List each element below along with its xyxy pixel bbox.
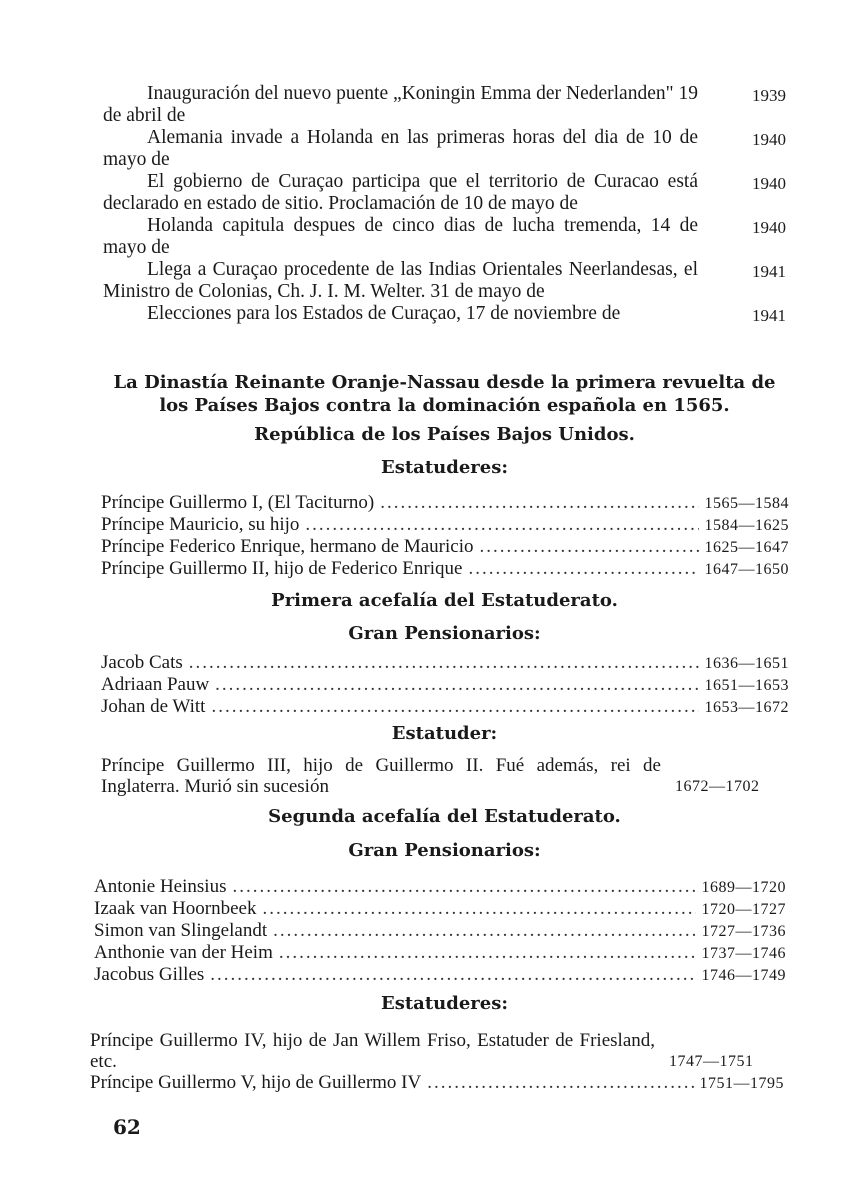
list-item: [94, 898, 786, 920]
event-text: Llega a Curaçao procedente de las Indias Orientales Neerlandesas, el Ministro de Colonias, Ch. J. I. M. Welter. 31 de mayo de: [103, 259, 698, 302]
event-text: Alemania invade a Holanda en las primeras horas del dia de 10 de mayo de: [103, 127, 698, 170]
estatuder-entry: [101, 755, 789, 797]
event-year: 1939: [752, 86, 786, 105]
year-range: 1636—1651: [704, 655, 789, 672]
leader-dots: [232, 876, 695, 897]
list-item: [94, 942, 786, 964]
leader-dots: [480, 536, 699, 557]
year-range: 1565—1584: [704, 495, 789, 512]
event-year: 1941: [752, 262, 786, 281]
person-name: Anthonie van der Heim: [94, 942, 273, 963]
leader-dots: [215, 674, 698, 695]
section-title-first-vacancy: Primera acefalía del Estatuderato.: [271, 590, 618, 611]
event-text: Inauguración del nuevo puente „Koningin Emma der Nederlanden" 19 de abril de: [103, 83, 698, 126]
person-name: Simon van Slingelandt: [94, 920, 268, 941]
list-item: [94, 964, 786, 986]
person-name: Johan de Witt: [101, 696, 206, 717]
pensionarios-list-2: [94, 876, 786, 986]
list-item: [90, 1072, 784, 1094]
person-name: Príncipe Guillermo II, hijo de Federico Enrique: [101, 558, 463, 579]
year-range: 1689—1720: [701, 879, 786, 896]
event-entry: [103, 83, 786, 127]
person-name: Adriaan Pauw: [101, 674, 210, 695]
event-text: El gobierno de Curaçao participa que el territorio de Curacao está declarado en estado de sitio. Proclamación de 10 de mayo de: [103, 171, 698, 214]
leader-dots: [279, 942, 696, 963]
year-range: 1672—1702: [675, 778, 760, 795]
year-range: 1651—1653: [704, 677, 789, 694]
person-name: Antonie Heinsius: [94, 876, 227, 897]
year-range: 1727—1736: [701, 923, 786, 940]
year-range: 1737—1746: [701, 945, 786, 962]
person-name: Príncipe Guillermo I, (El Taciturno): [101, 492, 375, 513]
person-description: Príncipe Guillermo III, hijo de Guillermo II. Fué además, rei de Inglaterra. Murió sin sucesión: [101, 755, 661, 797]
person-name: Príncipe Mauricio, su hijo: [101, 514, 300, 535]
section-subtitle-estatuderes-2: Estatuderes:: [381, 993, 508, 1014]
year-range: 1625—1647: [704, 539, 789, 556]
person-description: Príncipe Guillermo IV, hijo de Jan Willem Friso, Estatuder de Friesland, etc.: [90, 1030, 655, 1072]
section-subtitle-pensionarios: Gran Pensionarios:: [348, 623, 541, 644]
event-entry: [103, 171, 786, 215]
leader-dots: [262, 898, 695, 919]
event-entry: [103, 259, 786, 303]
event-text: Holanda capitula despues de cinco dias de lucha tremenda, 14 de mayo de: [103, 215, 698, 258]
list-item: [101, 558, 789, 580]
list-item: [101, 696, 789, 718]
list-item: [101, 536, 789, 558]
event-text: Elecciones para los Estados de Curaçao, 17 de noviembre de: [147, 303, 621, 324]
list-item: [101, 755, 789, 797]
leader-dots: [305, 514, 698, 535]
event-entry: [103, 127, 786, 171]
year-range: 1720—1727: [701, 901, 786, 918]
estatuderes-list: [101, 492, 789, 580]
list-item: [94, 920, 786, 942]
list-item: [101, 514, 789, 536]
section-title-republic: República de los Países Bajos Unidos.: [254, 424, 635, 445]
year-range: 1584—1625: [704, 517, 789, 534]
leader-dots: [189, 652, 699, 673]
section-title-second-vacancy: Segunda acefalía del Estatuderato.: [268, 806, 621, 827]
page-number: 62: [113, 1115, 141, 1139]
person-name: Príncipe Federico Enrique, hermano de Mauricio: [101, 536, 474, 557]
leader-dots: [210, 964, 695, 985]
events-list: [103, 83, 786, 327]
leader-dots: [468, 558, 698, 579]
leader-dots: [211, 696, 698, 717]
person-name: Jacobus Gilles: [94, 964, 205, 985]
person-name: Izaak van Hoornbeek: [94, 898, 257, 919]
year-range: 1653—1672: [704, 699, 789, 716]
event-year: 1941: [752, 306, 786, 325]
list-item: [90, 1030, 784, 1072]
leader-dots: [380, 492, 698, 513]
event-entry: [103, 303, 786, 327]
year-range: 1747—1751: [669, 1053, 754, 1070]
section-subtitle-estatuderes: Estatuderes:: [381, 457, 508, 478]
pensionarios-list: [101, 652, 789, 718]
year-range: 1647—1650: [704, 561, 789, 578]
event-year: 1940: [752, 130, 786, 149]
section-subtitle-pensionarios-2: Gran Pensionarios:: [348, 840, 541, 861]
event-year: 1940: [752, 174, 786, 193]
list-item: [94, 876, 786, 898]
event-entry: [103, 215, 786, 259]
list-item: [101, 492, 789, 514]
list-item: [101, 652, 789, 674]
list-item: [101, 674, 789, 696]
person-name: Jacob Cats: [101, 652, 183, 673]
person-name: Príncipe Guillermo V, hijo de Guillermo IV: [90, 1072, 422, 1093]
event-year: 1940: [752, 218, 786, 237]
section-subtitle-estatuder: Estatuder:: [391, 723, 498, 744]
estatuderes-list-2: [90, 1030, 784, 1094]
dynasty-heading: La Dinastía Reinante Oranje-Nassau desde la primera revuelta de los Países Bajos contra la dominación española en 1565.: [113, 372, 776, 416]
leader-dots: [427, 1072, 693, 1093]
leader-dots: [273, 920, 695, 941]
year-range: 1746—1749: [701, 967, 786, 984]
year-range: 1751—1795: [699, 1075, 784, 1092]
